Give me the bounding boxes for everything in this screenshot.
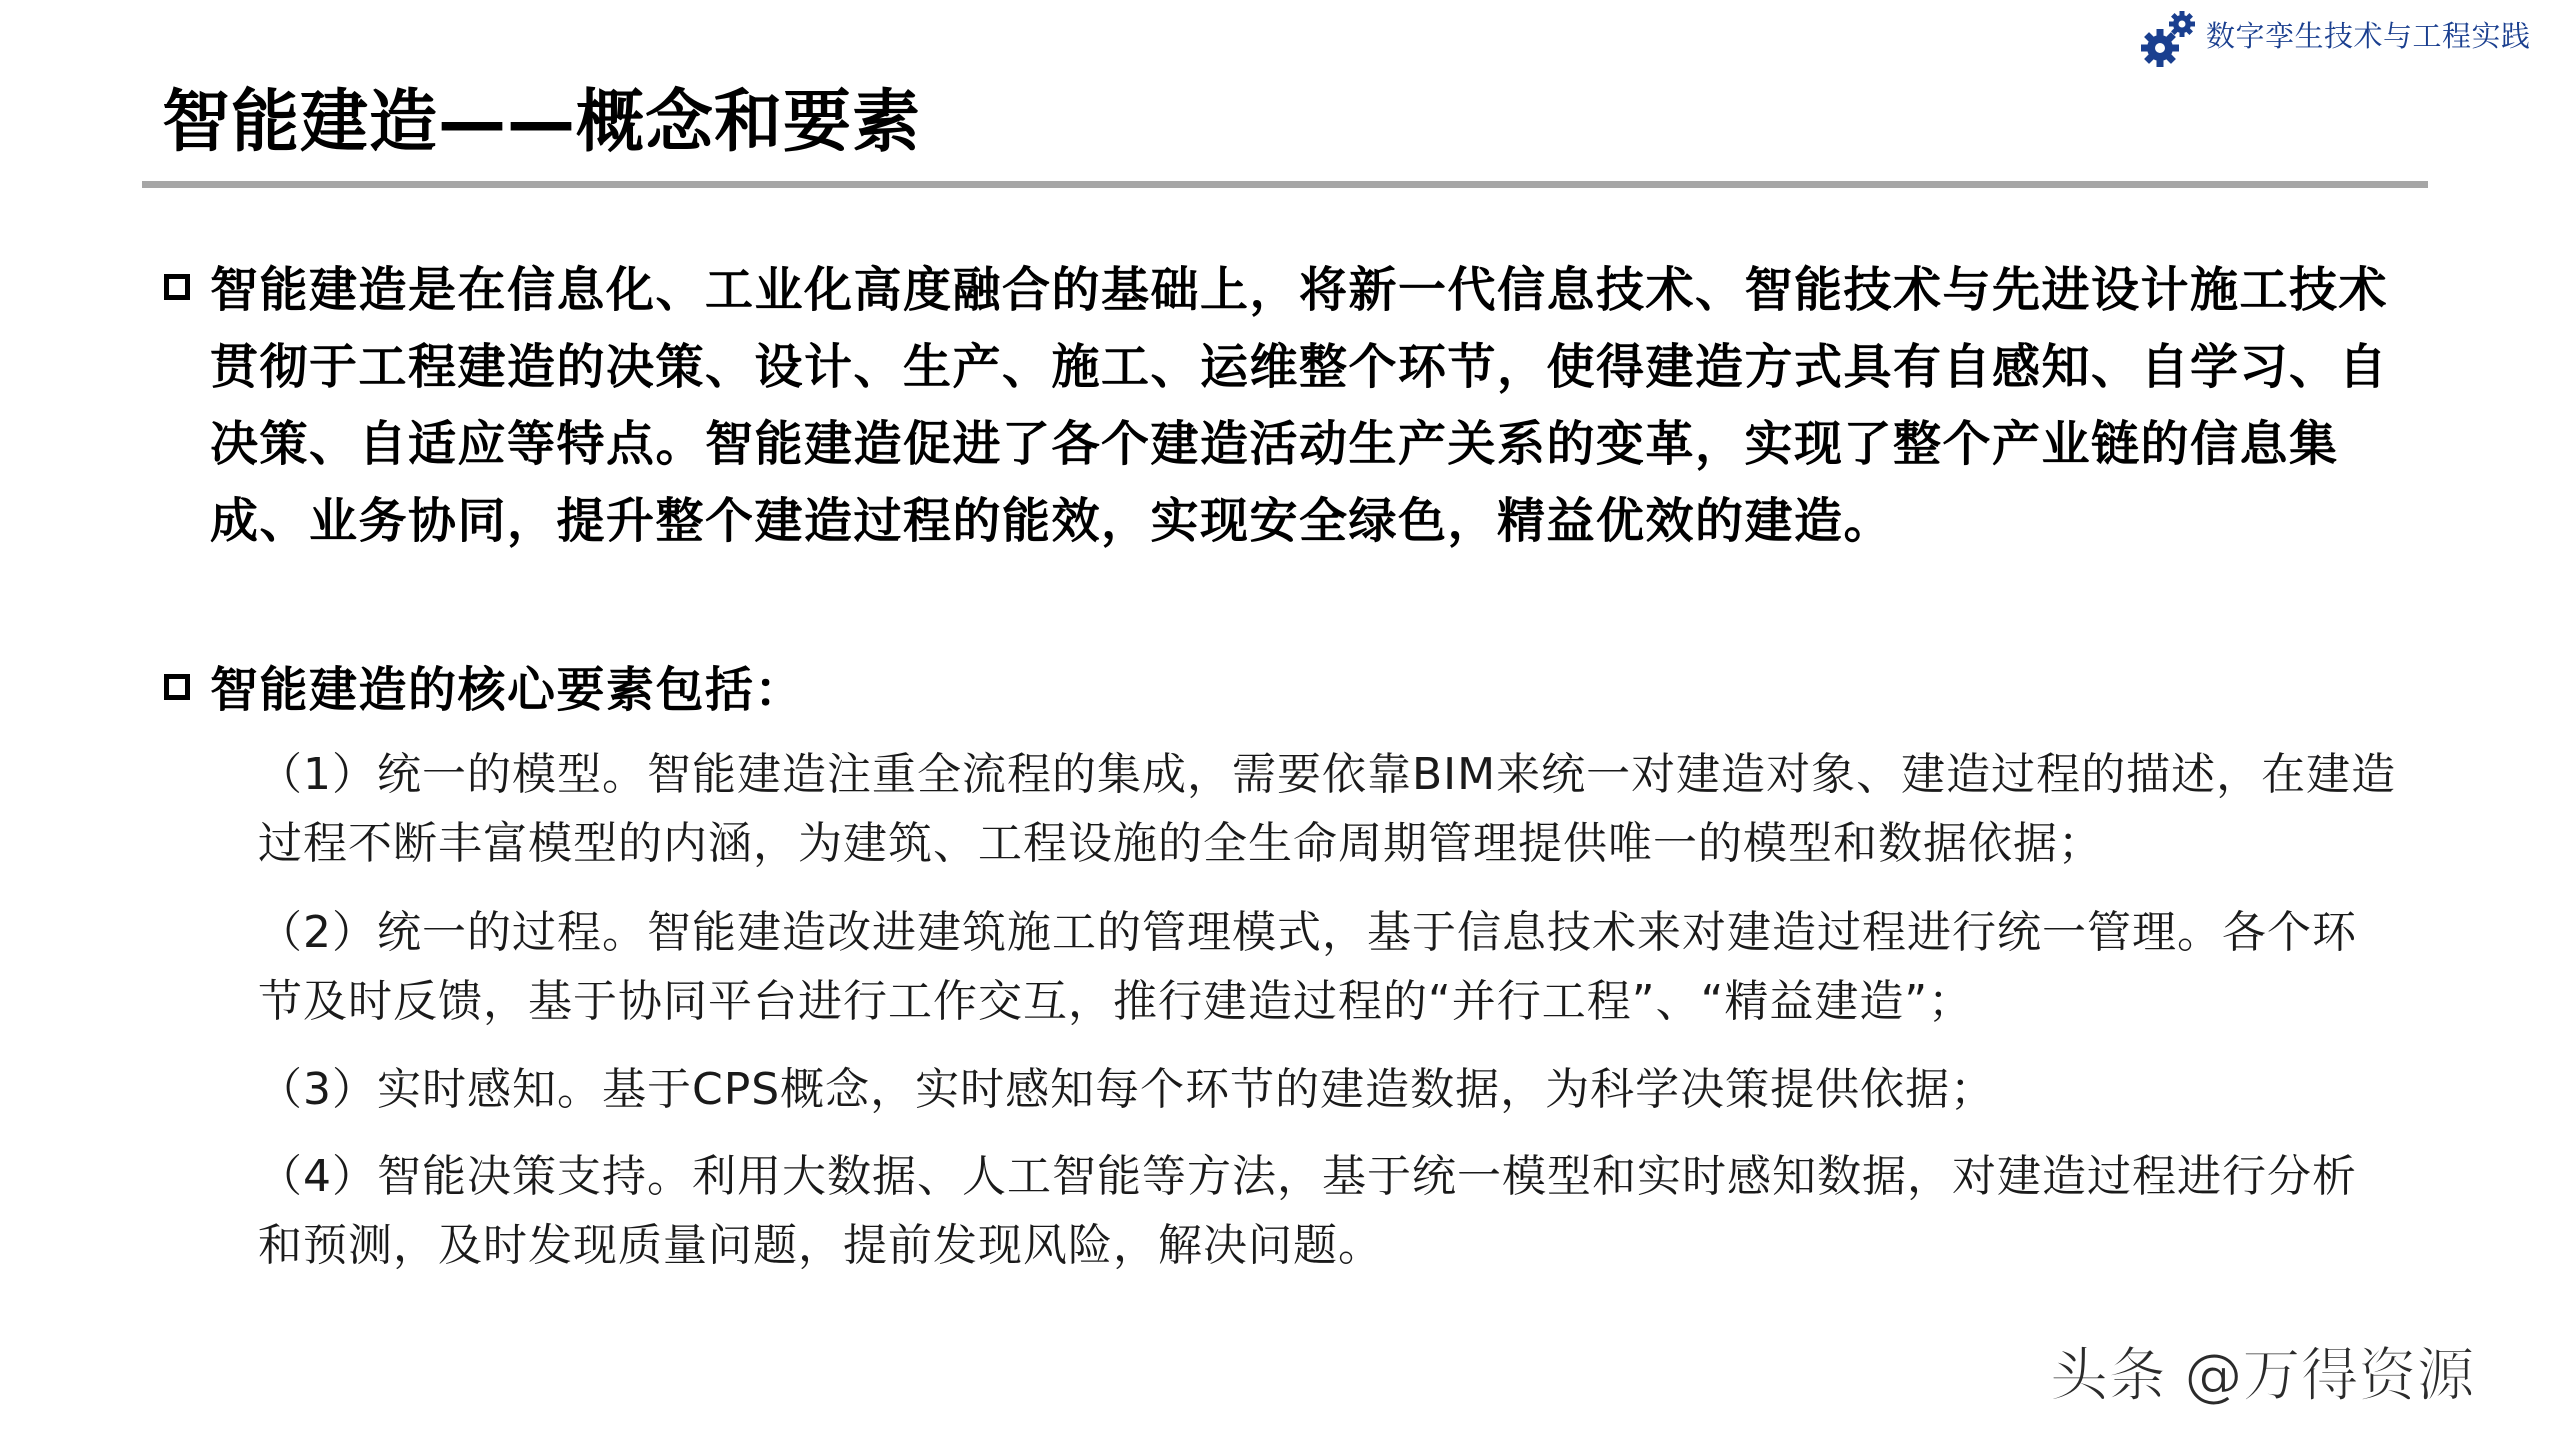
element-item-1: （1）统一的模型。智能建造注重全流程的集成，需要依靠BIM来统一对建造对象、建造过程的描述，在建造过程不断丰富模型的内涵，为建筑、工程设施的全生命周期管理提供唯一的模型和数据依据； — [258, 749, 2397, 869]
definition-text: 智能建造是在信息化、工业化高度融合的基础上，将新一代信息技术、智能技术与先进设计施工技术贯彻于工程建造的决策、设计、生产、施工、运维整个环节，使得建造方式具有自感知、自学习、自决策、自适应等特点。智能建造促进了各个建造活动生产关系的变革，实现了整个产业链的信息集成、业务协同，提升整个建造过程的能效，实现安全绿色，精益优效的建造。 — [210, 262, 2389, 549]
title-divider — [142, 181, 2428, 188]
core-elements-heading: 智能建造的核心要素包括： — [210, 662, 805, 718]
element-item-3: （3）实时感知。基于CPS概念，实时感知每个环节的建造数据，为科学决策提供依据； — [258, 1064, 1996, 1115]
element-item-4: （4）智能决策支持。利用大数据、人工智能等方法，基于统一模型和实时感知数据，对建造过程进行分析和预测，及时发现质量问题，提前发现风险，解决问题。 — [258, 1151, 2357, 1271]
gears-icon — [2138, 8, 2200, 70]
definition-bullet — [164, 252, 2394, 560]
watermark: 头条 @万得资源 — [2050, 1341, 2475, 1409]
page-title: 智能建造——概念和要素 — [162, 83, 922, 162]
header-brand: 数字孪生技术与工程实践 — [2206, 19, 2531, 53]
core-elements-bullet — [164, 652, 2394, 729]
square-bullet-icon — [164, 274, 190, 300]
element-item-2: （2）统一的过程。智能建造改进建筑施工的管理模式，基于信息技术来对建造过程进行统一管理。各个环节及时反馈，基于协同平台进行工作交互，推行建造过程的“并行工程”、“精益建造”； — [258, 907, 2357, 1027]
square-bullet-icon — [164, 674, 190, 700]
